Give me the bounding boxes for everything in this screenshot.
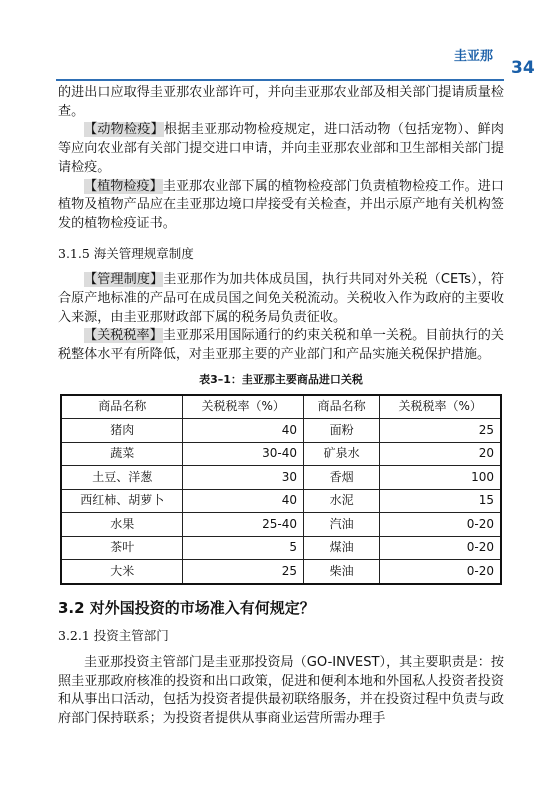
column-header: 商品名称 — [303, 395, 379, 419]
term-label: 【动物检疫】 — [84, 122, 165, 138]
table-row — [61, 513, 501, 537]
table-cell: 30 — [183, 466, 304, 490]
running-title: 圭亚那 — [454, 49, 494, 64]
table-cell: 水果 — [61, 513, 183, 537]
paragraph-tariff-rate — [58, 327, 504, 364]
table-cell: 面粉 — [303, 419, 379, 443]
table-cell: 0-20 — [380, 536, 501, 560]
table-cell: 汽油 — [303, 513, 379, 537]
section-heading-3-2-1: 3.2.1 投资主管部门 — [58, 628, 169, 644]
table-row — [61, 442, 501, 466]
table-row — [61, 560, 501, 584]
table-cell: 40 — [183, 489, 304, 513]
table-cell: 茶叶 — [61, 536, 183, 560]
table-caption: 表3–1：圭亚那主要商品进口关税 — [199, 372, 363, 386]
page-number: 34 — [511, 58, 535, 78]
column-header: 关税税率（%） — [183, 395, 304, 419]
term-label: 【管理制度】 — [84, 272, 164, 288]
table-row — [61, 489, 501, 513]
term-label: 【植物检疫】 — [84, 178, 163, 194]
section-heading-3-1-5: 3.1.5 海关管理规章制度 — [58, 245, 194, 261]
paragraph-text: 圭亚那采用国际通行的约束关税和单一关税。目前执行的关税整体水平有所降低，对圭亚那主要的产业部门和产品实施关税保护措施。 — [58, 328, 505, 363]
paragraph-investment-authority: 圭亚那投资主管部门是圭亚那投资局（GO-INVEST），其主要职责是：按照圭亚那政府核准的投资和出口政策，促进和便利本地和外国私人投资者投资和从事出口活动，包括为投资者提供最初联络服务，并在投资过程中负责与政府部门保持联系；为投资者提供从事商业运营所需办理手 — [58, 654, 504, 727]
table-cell: 蔬菜 — [61, 442, 183, 466]
table-cell: 30-40 — [183, 442, 304, 466]
term-label: 【关税税率】 — [84, 328, 163, 344]
paragraph-plant-quarantine — [58, 178, 504, 234]
table-cell: 猪肉 — [61, 419, 183, 443]
table-cell: 15 — [380, 489, 501, 513]
paragraph: 的进出口应取得圭亚那农业部许可，并向圭亚那农业部及相关部门提请质量检查。 — [58, 85, 504, 119]
table-row — [61, 466, 501, 490]
section-heading-3-2: 3.2 对外国投资的市场准入有何规定？ — [58, 598, 315, 617]
table-cell: 煤油 — [303, 536, 379, 560]
column-header: 商品名称 — [61, 395, 183, 419]
table-cell: 20 — [380, 442, 501, 466]
table-cell: 大米 — [61, 560, 183, 584]
table-cell: 25 — [183, 560, 304, 584]
table-cell: 土豆、洋葱 — [61, 466, 183, 490]
header-rule — [56, 79, 504, 81]
paragraph-text: 圭亚那农业部下属的植物检疫部门负责植物检疫工作。进口植物及植物产品应在圭亚那边境口岸接受有关检查，并出示原产地有关机构签发的植物检疫证书。 — [58, 178, 505, 231]
paragraph-management-system — [58, 271, 504, 327]
table-cell: 西红柿、胡萝卜 — [61, 489, 183, 513]
table-header-row — [61, 395, 501, 419]
table-cell: 0-20 — [380, 513, 501, 537]
paragraph-animal-quarantine — [58, 121, 504, 177]
table-cell: 5 — [183, 536, 304, 560]
paragraph-text: 根据圭亚那动物检疫规定，进口活动物（包括宠物）、鲜肉等应向农业部有关部门提交进口申请，并向圭亚那农业部和卫生部相关部门提请检疫。 — [58, 122, 505, 175]
column-header: 关税税率（%） — [380, 395, 501, 419]
table-cell: 柴油 — [303, 560, 379, 584]
table-cell: 0-20 — [380, 560, 501, 584]
table-cell: 100 — [380, 466, 501, 490]
table-cell: 香烟 — [303, 466, 379, 490]
table-cell: 水泥 — [303, 489, 379, 513]
paragraph-text: 圭亚那作为加共体成员国，执行共同对外关税（CETs），符合原产地标准的产品可在成员国之间免关税流动。关税收入作为政府的主要收入来源，由圭亚那财政部下属的税务局负责征收。 — [58, 272, 504, 325]
table-cell: 矿泉水 — [303, 442, 379, 466]
table-cell: 25-40 — [183, 513, 304, 537]
table-cell: 25 — [380, 419, 501, 443]
page-body — [58, 84, 504, 729]
table-row — [61, 536, 501, 560]
table-cell: 40 — [183, 419, 304, 443]
tariff-table — [60, 394, 502, 585]
table-row — [61, 419, 501, 443]
